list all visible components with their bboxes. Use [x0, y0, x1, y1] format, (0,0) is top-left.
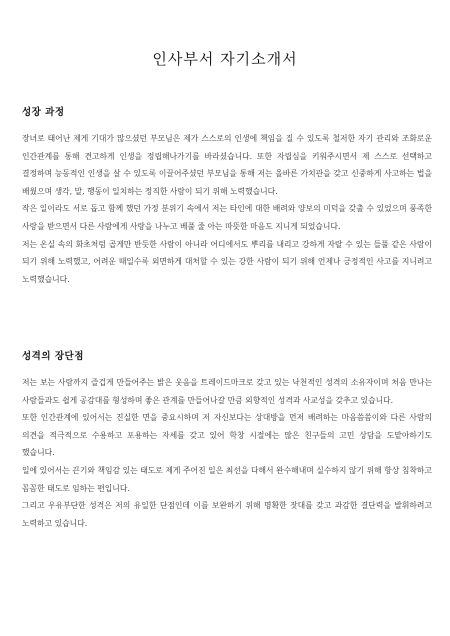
- paragraph: 또한 인간관계에 있어서는 진실한 면을 중요시하며 저 자신보다는 상대방을 먼저 배려하는 마음씀씀이와 다른 사람의 의견을 적극적으로 수용하고 포용하는 자세를 갖고 있어 학창 시절에는 많은 친구들의 고민 상담을 도맡아하기도 했습니다.: [22, 413, 432, 458]
- paragraph: 저는 온실 속의 화초처럼 곱게만 반듯한 사람이 아니라 어디에서도 뿌리를 내리고 강하게 자랄 수 있는 들풀 같은 사람이 되기 위해 노력했고, 어려운 때일수록 외면하게 대처할 수 있는 강한 사람이 되기 위해 언제나 긍정적인 사고를 지니려고 노력했습니다.: [22, 239, 432, 284]
- paragraph: 일에 있어서는 끈기와 책임감 있는 태도로 제게 주어진 일은 최선을 다해서 완수해내며 실수하지 않기 위해 항상 침착하고 꼼꼼한 태도로 임하는 편입니다.: [22, 465, 432, 493]
- paragraph: 저는 보는 사람까지 즐겁게 만들어주는 밝은 웃음을 트레이드마크로 갖고 있는 낙천적인 성격의 소유자이며 처음 만나는 사람들과도 쉽게 공감대를 형성하며 좋은 관계를 만들어나갈 만큼 외향적인 성격과 사교성을 갖추고 있습니다.: [22, 378, 432, 405]
- section-body-growth: [22, 130, 432, 288]
- document-title: 인사부서 자기소개서: [152, 50, 298, 68]
- section-heading-growth: 성장 과정: [22, 107, 65, 118]
- paragraph: 장녀로 태어난 제게 기대가 많으셨던 부모님은 제가 스스로의 인생에 책임을 질 수 있도록 철저한 자기 관리와 조화로운 인간관계를 통해 견고하게 인생을 정립해나가기를 바라셨습니다. 또한 자립심을 키워주시면서 제 스스로 선택하고 결정하며 능동적인 인생을 살 수 있도록 이끌어주셨던 부모님을 통해 저는 올바른 가치관을 갖고 신중하게 사고하는 법을 배웠으며 생각, 말, 행동이 일치하는 정직한 사람이 되기 위해 노력했습니다.: [22, 134, 432, 196]
- section-body-personality: [22, 374, 432, 532]
- paragraph: 작은 일이라도 서로 돕고 함께 했던 가정 분위기 속에서 저는 타인에 대한 배려와 양보의 미덕을 갖출 수 있었으며 풍족한 사랑을 받으면서 다른 사람에게 사랑을 나누고 베풀 줄 아는 따뜻한 마음도 지니게 되었습니다.: [22, 204, 432, 231]
- paragraph: 그리고 우유부단한 성격은 저의 유일한 단점인데 이를 보완하기 위해 명확한 잣대를 갖고 과감한 결단력을 발휘하려고 노력하고 있습니다.: [22, 501, 432, 528]
- section-heading-personality: 성격의 장단점: [22, 351, 84, 362]
